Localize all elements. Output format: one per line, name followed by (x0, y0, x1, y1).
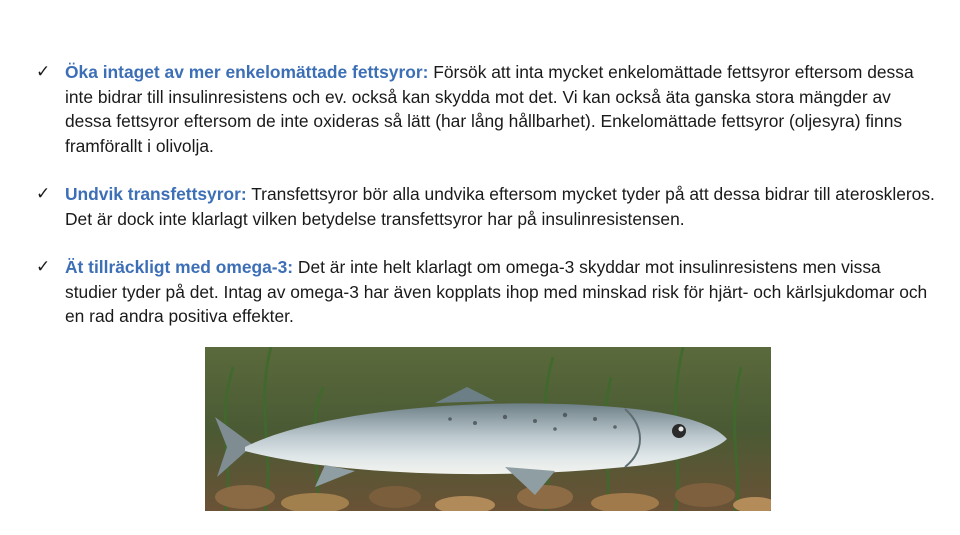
bullet-body: Det är inte helt klarlagt om omega-3 skyddar mot insulinresistens men vissa studier tyder på det. Intag av omega-3 har även kopplats ihop med minskad risk för hjärt- och kärlsjukdomar och en rad andra positiva effekter. (65, 257, 928, 326)
salmon-illustration (205, 347, 771, 511)
bullet-body: Försök att inta mycket enkelomättade fettsyror eftersom dessa inte bidrar till insulinresistens och ev. också kan skydda mot det. Vi kan också äta ganska stora mängder av dessa fettsyror eftersom de inte oxideras så lätt (har lång hållbarhet). Enkelomättade fettsyror (oljesyra) finns framförallt i olivolja. (65, 62, 914, 156)
bullet-heading: Ät tillräckligt med omega-3: (65, 257, 294, 277)
bullet-heading: Undvik transfettsyror: (65, 184, 247, 204)
bullet-mono-unsaturated (36, 60, 936, 158)
bullet-heading: Öka intaget av mer enkelomättade fettsyror: (65, 62, 429, 82)
bullet-text (65, 182, 936, 231)
checkmark-icon: ✓ (36, 62, 51, 81)
checkmark-icon: ✓ (36, 184, 51, 203)
salmon-photo (205, 347, 771, 511)
bullet-body: Transfettsyror bör alla undvika eftersom mycket tyder på att dessa bidrar till ateroskleros. Det är dock inte klarlagt vilken betydelse transfettsyror har på insulinresistensen. (65, 184, 935, 229)
bullet-trans-fats (36, 182, 936, 231)
bullet-omega-3 (36, 255, 936, 329)
checkmark-icon: ✓ (36, 257, 51, 276)
bullet-text (65, 60, 936, 158)
bullet-text (65, 255, 936, 329)
